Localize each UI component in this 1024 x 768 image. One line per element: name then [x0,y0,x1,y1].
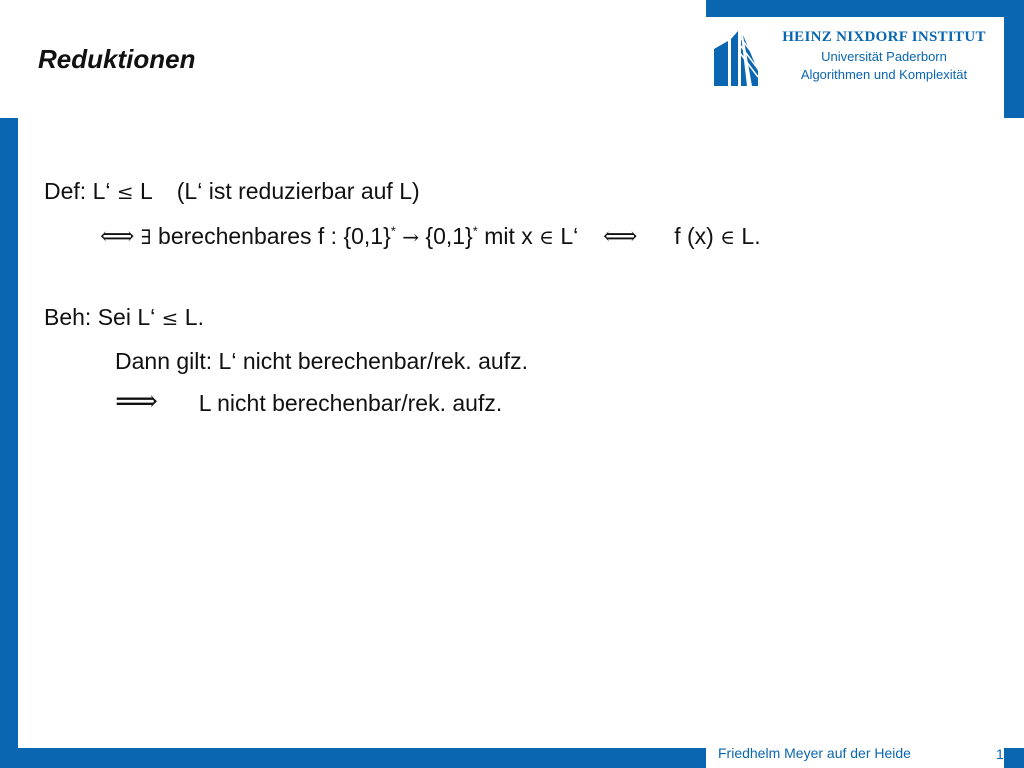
l-prime-text: L‘ [560,223,579,249]
kleene-star: * [390,223,396,239]
element-of-symbol: ∈ [720,225,736,249]
leq-symbol: ≤ [161,306,179,330]
university-logo-icon [714,31,758,86]
frame-right-bar [1004,0,1024,118]
frame-bottom-right-bar [1004,748,1024,768]
codomain-text: {0,1} [425,223,473,249]
leq-symbol: ≤ [116,180,134,204]
maps-to-arrow-icon: → [402,225,419,249]
claim-target: L. [184,304,204,330]
implies-arrow-icon: ⟹ [115,384,159,419]
university-name: Universität Paderborn [821,49,947,64]
claim-consequence-line [115,348,528,375]
claim-label: Beh: Sei L‘ [44,304,156,330]
def-note: (L‘ ist reduzierbar auf L) [176,178,420,204]
footer-author: Friedhelm Meyer auf der Heide [718,745,911,761]
claim-conclusion-line [115,384,503,419]
definition-line [44,178,420,205]
mit-x-text: mit x [484,223,533,249]
exists-symbol: ∃ [140,225,152,249]
element-of-symbol: ∈ [539,225,554,249]
computable-function-text: berechenbares f : {0,1} [158,223,391,249]
f-of-x-text: f (x) [674,223,714,249]
frame-top-bar [706,0,1024,17]
research-group: Algorithmen und Komplexität [800,67,968,82]
def-label: Def: L‘ [44,178,111,204]
equivalence-arrow-icon: ⟺ [603,222,638,250]
frame-left-bar [0,118,18,768]
claim-line [44,304,204,331]
l-end-text: L. [741,223,761,249]
kleene-star: * [472,223,478,239]
frame-bottom-bar [0,748,706,768]
page-number: 1 [996,746,1004,762]
def-target: L [140,178,152,204]
definition-equivalence-line [100,222,761,250]
page-title: Reduktionen [38,44,196,74]
claim-consequence-text: Dann gilt: L‘ nicht berechenbar/rek. aufz. [115,348,528,374]
claim-conclusion-text: L nicht berechenbar/rek. aufz. [198,390,503,416]
institute-block [766,29,1002,82]
equivalence-arrow-icon: ⟺ [100,222,135,250]
institute-name: HEINZ NIXDORF INSTITUT [782,29,986,45]
